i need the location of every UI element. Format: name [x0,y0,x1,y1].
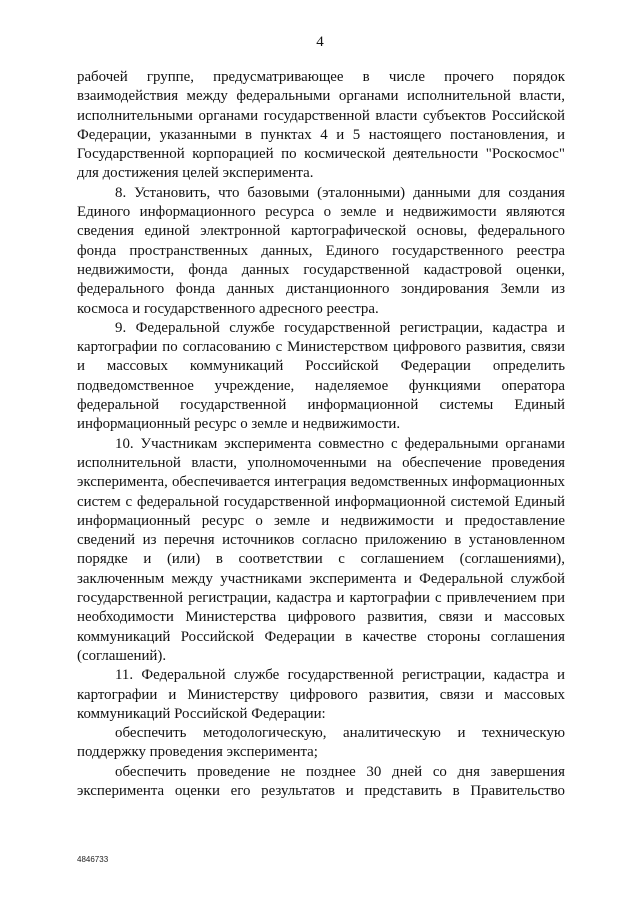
paragraph-11-item-2: обеспечить проведение не позднее 30 дней со дня завершения эксперимента оценки его результатов и представить в Правительство [77,763,565,799]
page-number: 4 [316,34,324,50]
document-code: 4846733 [77,855,109,864]
paragraph-9: 9. Федеральной службе государственной регистрации, кадастра и картографии по согласованию с Министерством цифрового развития, связи и массовых коммуникаций Российской Федерации определить подведомственное учреждение, наделяемое функциями оператора федеральной государственной информационной системы Единый информационный ресурс о земле и недвижимости. [77,319,565,433]
paragraph-8: 8. Установить, что базовыми (эталонными) данными для создания Единого информационного ресурса о земле и недвижимости являются сведения единой электронной картографической основы, федерального фонда пространственных данных, Единого государственного реестра недвижимости, фонда данных государственной кадастровой оценки, федерального фонда данных дистанционного зондирования Земли из космоса и государственного адресного реестра. [77,184,565,317]
paragraph-10: 10. Участникам эксперимента совместно с федеральными органами исполнительной власти, уполномоченными на обеспечение проведения эксперимента, обеспечивается интеграция ведомственных информационных систем с федеральной государственной информационной системой Единый информационный ресурс о земле и недвижимости и предоставление сведений из перечня источников согласно приложению в установленном порядке и (или) в соответствии с соглашением (соглашениями), заключенным между участниками эксперимента и Федеральной службой государственной регистрации, кадастра и картографии с привлечением при необходимости Министерства цифрового развития, связи и массовых коммуникаций Российской Федерации в качестве стороны соглашения (соглашений). [77,435,565,664]
paragraph-continuation: рабочей группе, предусматривающее в числе прочего порядок взаимодействия между федеральными органами исполнительной власти, исполнительными органами государственной власти субъектов Российской Федерации, указанными в пунктах 4 и 5 настоящего постановления, и Государственной корпорацией по космической деятельности "Роскосмос" для достижения целей эксперимента. [77,69,565,182]
paragraph-11: 11. Федеральной службе государственной регистрации, кадастра и картографии и Министерству цифрового развития, связи и массовых коммуникаций Российской Федерации: [77,667,565,722]
document-body [77,68,565,801]
paragraph-11-item-1: обеспечить методологическую, аналитическую и техническую поддержку проведения эксперимента; [77,725,565,761]
